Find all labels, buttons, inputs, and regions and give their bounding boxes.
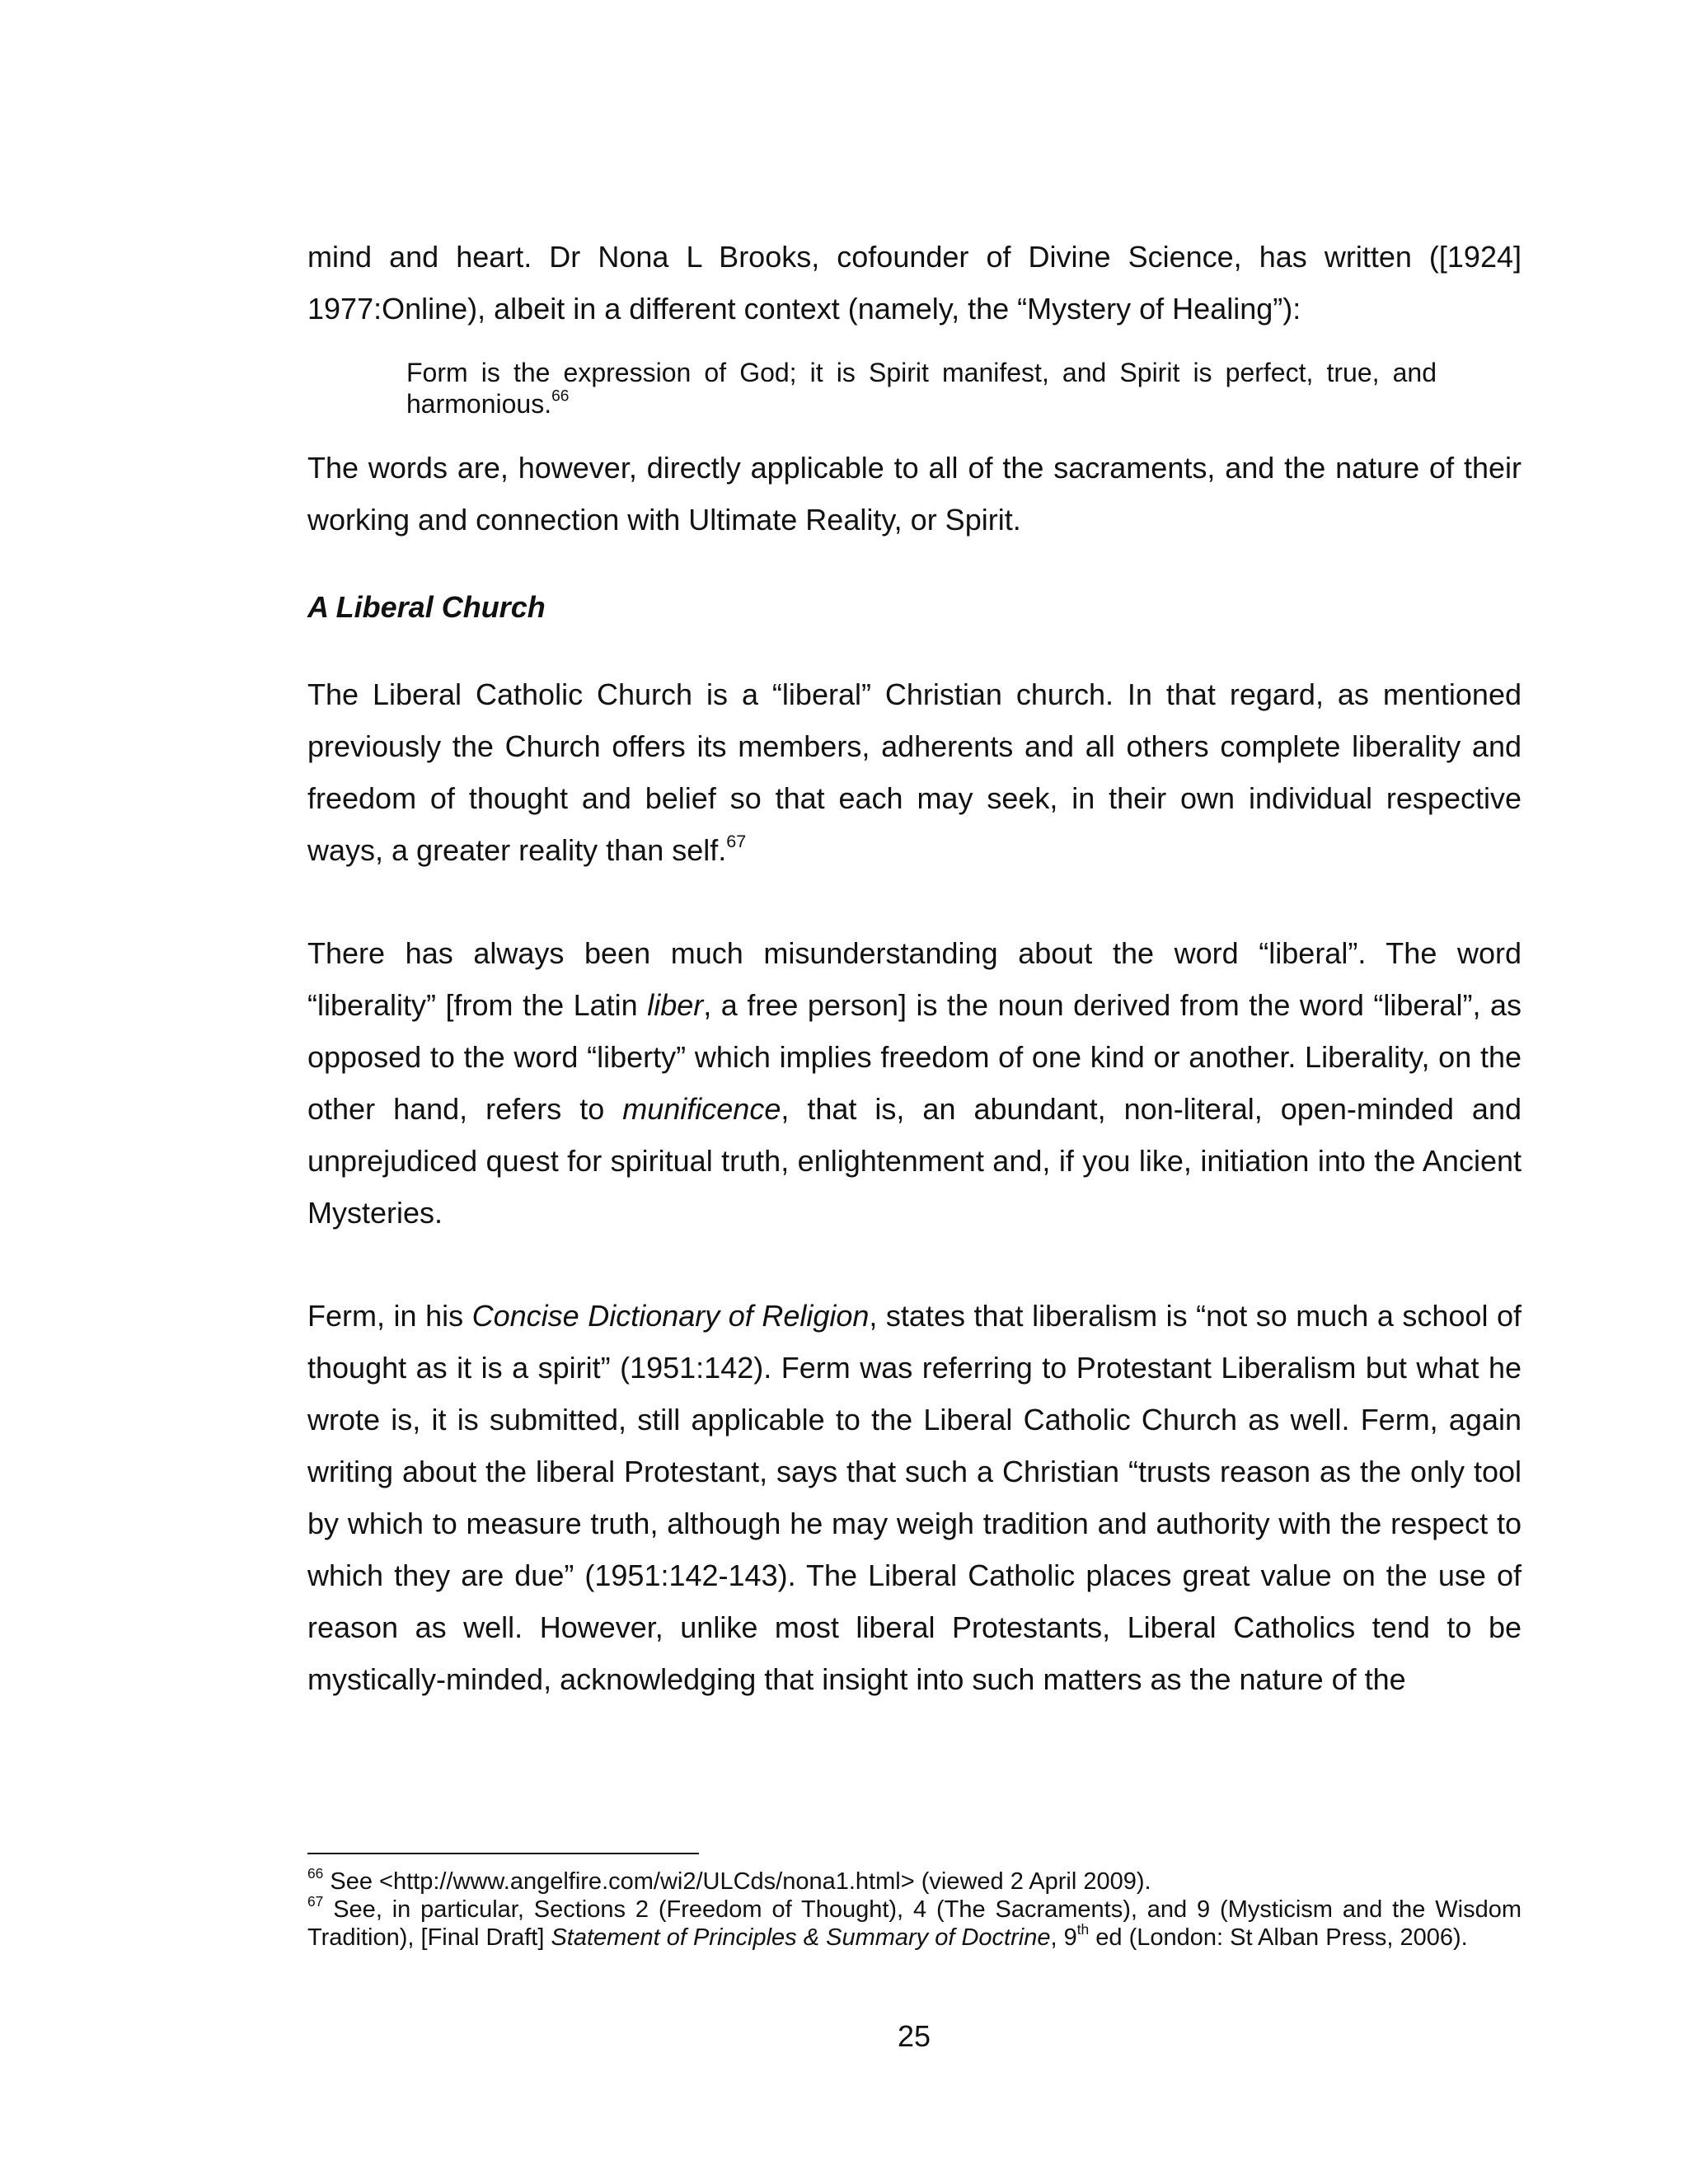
paragraph-5-part-c: , states that liberalism is “not so much a school of thought as it is a spirit” (1951:142). Ferm was referring to Protestant Liberalism but what he wrote is, it is submitted, still applicable to the Liberal Catholic Church as well. Ferm, again writing about the liberal Protestant, says that such a Christian “trusts reason as the only tool by which to measure truth, although he may weigh tradition and authority with the respect to which they are due” (1951:142-143). The Liberal Catholic places great value on the use of reason as well. However, unlike most liberal Protestants, Liberal Catholics tend to be mystically-minded, acknowledging that insight into such matters as the nature of the [307, 1299, 1522, 1696]
paragraph-2-text: The words are, however, directly applicable to all of the sacraments, and the nature of their working and connection with Ultimate Reality, or Spirit. [307, 451, 1522, 537]
paragraph-5 [307, 1290, 1522, 1705]
paragraph-5-part-a: Ferm, in his [307, 1299, 472, 1333]
paragraph-4-italic-munificence: munificence [622, 1092, 781, 1126]
footnote-66-text: See <http://www.angelfire.com/wi2/ULCds/nona1.html> (viewed 2 April 2009). [323, 1868, 1151, 1895]
footnote-67-superscript-th: th [1076, 1920, 1090, 1938]
paragraph-3-text: The Liberal Catholic Church is a “liberal” Christian church. In that regard, as mentioned previously the Church offers its members, adherents and all others complete liberality and freedom of thought and belief so that each may seek, in their own individual respective ways, a greater reality than self. [307, 677, 1522, 867]
paragraph-gap [307, 1239, 1522, 1290]
footnote-67 [307, 1892, 1522, 1952]
footnote-67-part-a: See, in particular, Sections 2 (Freedom of Thought), 4 (The Sacraments), and 9 (Mysticism and the Wisdom Tradition), [Final Draft] [307, 1896, 1522, 1951]
block-quote-text: Form is the expression of God; it is Spirit manifest, and Spirit is perfect, true, and harmonious. [406, 358, 1437, 419]
paragraph-1 [307, 231, 1522, 335]
footnote-66-number: 66 [307, 1864, 324, 1882]
footnote-66 [307, 1864, 1522, 1896]
paragraph-1-text: mind and heart. Dr Nona L Brooks, cofounder of Divine Science, has written ([1924] 1977:Online), albeit in a different context (namely, the “Mystery of Healing”): [307, 240, 1522, 326]
paragraph-3 [307, 668, 1522, 876]
paragraph-4-part-c: , a free person] is the noun derived from the word “liberal”, as opposed to the word “liberty” which implies freedom of one kind or another. Liberality, on the other hand, refers to [307, 988, 1522, 1126]
block-quote [406, 357, 1437, 419]
footnote-67-part-c: , 9 [1050, 1924, 1077, 1951]
footnote-ref-66[interactable]: 66 [551, 387, 570, 405]
footnotes [307, 1853, 1522, 1952]
footnote-divider [307, 1853, 699, 1854]
paragraph-gap [307, 876, 1522, 927]
paragraph-4-part-e: , that is, an abundant, non-literal, open-minded and unprejudiced quest for spiritual truth, enlightenment and, if you like, initiation into the Ancient Mysteries. [307, 1092, 1522, 1230]
paragraph-4-italic-liber: liber [647, 988, 704, 1022]
paragraph-4 [307, 927, 1522, 1239]
paragraph-5-italic-title: Concise Dictionary of Religion [471, 1299, 870, 1333]
footnote-67-number: 67 [307, 1892, 324, 1910]
footnote-67-part-e: ed (London: St Alban Press, 2006). [1089, 1924, 1468, 1951]
page-body [307, 231, 1522, 1705]
page-number: 25 [897, 2019, 931, 2053]
footnote-ref-67[interactable]: 67 [726, 830, 747, 851]
footnote-67-italic-title: Statement of Principles & Summary of Doctrine [551, 1924, 1051, 1951]
paragraph-2 [307, 442, 1522, 546]
section-heading: A Liberal Church [307, 590, 546, 624]
paragraph-4-part-a: There has always been much misunderstanding about the word “liberal”. The word “liberality” [from the Latin [307, 936, 1522, 1022]
